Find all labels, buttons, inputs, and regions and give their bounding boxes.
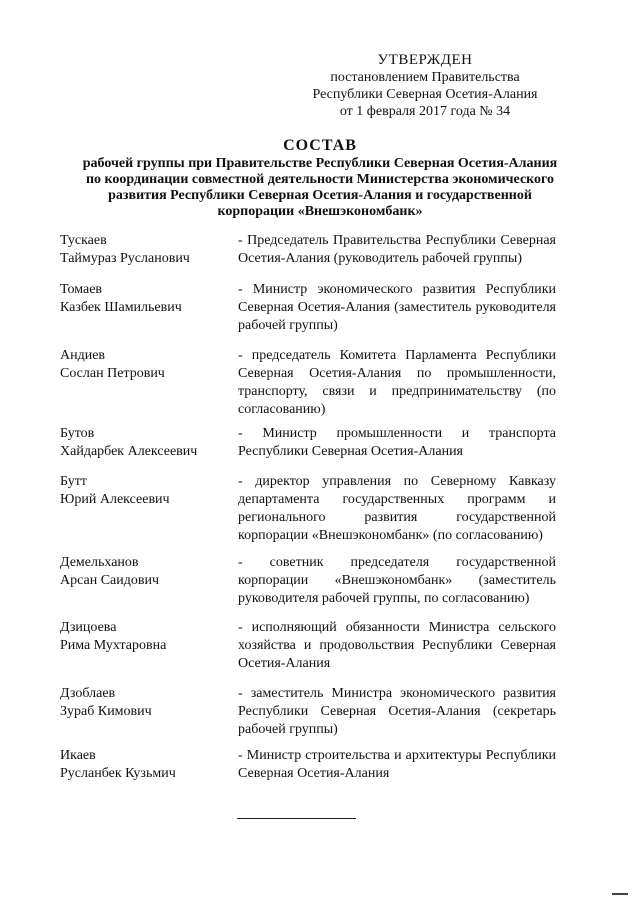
member-role: - Министр промышленности и транспорта Республики Северная Осетия-Алания bbox=[238, 426, 556, 459]
member-name bbox=[60, 747, 230, 783]
heading-line: по координации совместной деятельности Министерства экономического bbox=[85, 172, 555, 187]
member-name bbox=[60, 347, 230, 383]
member-surname: Томаев bbox=[60, 282, 103, 297]
member-role: - советник председателя государственной корпорации «Внешэкономбанк» (заместитель руководителя рабочей группы, по согласованию) bbox=[238, 555, 556, 606]
member-given-name: Сослан Петрович bbox=[60, 366, 165, 381]
member-name bbox=[60, 281, 230, 317]
member-role: - Министр экономического развития Республики Северная Осетия-Алания (заместитель руководителя рабочей группы) bbox=[238, 282, 556, 333]
document-title: СОСТАВ bbox=[283, 137, 357, 154]
scan-edge-mark bbox=[612, 893, 628, 895]
member-role: - заместитель Министра экономического развития Республики Северная Осетия-Алания (секретарь рабочей группы) bbox=[238, 686, 556, 737]
approval-line: постановлением Правительства bbox=[330, 70, 520, 85]
approval-title: УТВЕРЖДЕН bbox=[377, 52, 473, 68]
member-name bbox=[60, 619, 230, 655]
member-name bbox=[60, 473, 230, 509]
member-role: - директор управления по Северному Кавказу департамента государственных программ и регионального развития государственной корпорации «Внешэкономбанк» (по согласованию) bbox=[238, 474, 556, 543]
member-role: - Министр строительства и архитектуры Республики Северная Осетия-Алания bbox=[238, 748, 556, 781]
member-role: - председатель Комитета Парламента Республики Северная Осетия-Алания по промышленности, транспорту, связи и предпринимательству (по согласованию) bbox=[238, 348, 556, 417]
member-given-name: Зураб Кимович bbox=[60, 704, 152, 719]
member-name bbox=[60, 554, 230, 590]
member-surname: Бутт bbox=[60, 474, 87, 489]
approval-stamp bbox=[300, 52, 550, 120]
member-surname: Тускаев bbox=[60, 233, 107, 248]
member-role: - Председатель Правительства Республики Северная Осетия-Алания (руководитель рабочей группы) bbox=[238, 233, 556, 266]
member-given-name: Хайдарбек Алексеевич bbox=[60, 444, 198, 459]
member-surname: Дзоблаев bbox=[60, 686, 116, 701]
member-name bbox=[60, 685, 230, 721]
member-surname: Бутов bbox=[60, 426, 95, 441]
closing-divider bbox=[237, 818, 356, 819]
member-surname: Демельханов bbox=[60, 555, 139, 570]
member-given-name: Рима Мухтаровна bbox=[60, 638, 167, 653]
document-heading bbox=[40, 136, 600, 220]
approval-line: Республики Северная Осетия-Алания bbox=[312, 87, 538, 102]
member-surname: Дзицоева bbox=[60, 620, 117, 635]
member-name bbox=[60, 425, 230, 461]
heading-line: рабочей группы при Правительстве Республики Северная Осетия-Алания bbox=[82, 156, 558, 171]
member-surname: Икаев bbox=[60, 748, 96, 763]
approval-line: от 1 февраля 2017 года № 34 bbox=[339, 104, 511, 119]
heading-line: корпорации «Внешэкономбанк» bbox=[217, 204, 423, 219]
member-given-name: Казбек Шамильевич bbox=[60, 300, 182, 315]
member-given-name: Арсан Саидович bbox=[60, 573, 160, 588]
member-role: - исполняющий обязанности Министра сельского хозяйства и продовольствия Республики Северная Осетия-Алания bbox=[238, 620, 556, 671]
member-given-name: Таймураз Русланович bbox=[60, 251, 190, 266]
member-given-name: Русланбек Кузьмич bbox=[60, 766, 176, 781]
member-name bbox=[60, 232, 230, 268]
member-surname: Андиев bbox=[60, 348, 106, 363]
heading-line: развития Республики Северная Осетия-Алания и государственной bbox=[108, 188, 532, 203]
member-given-name: Юрий Алексеевич bbox=[60, 492, 170, 507]
